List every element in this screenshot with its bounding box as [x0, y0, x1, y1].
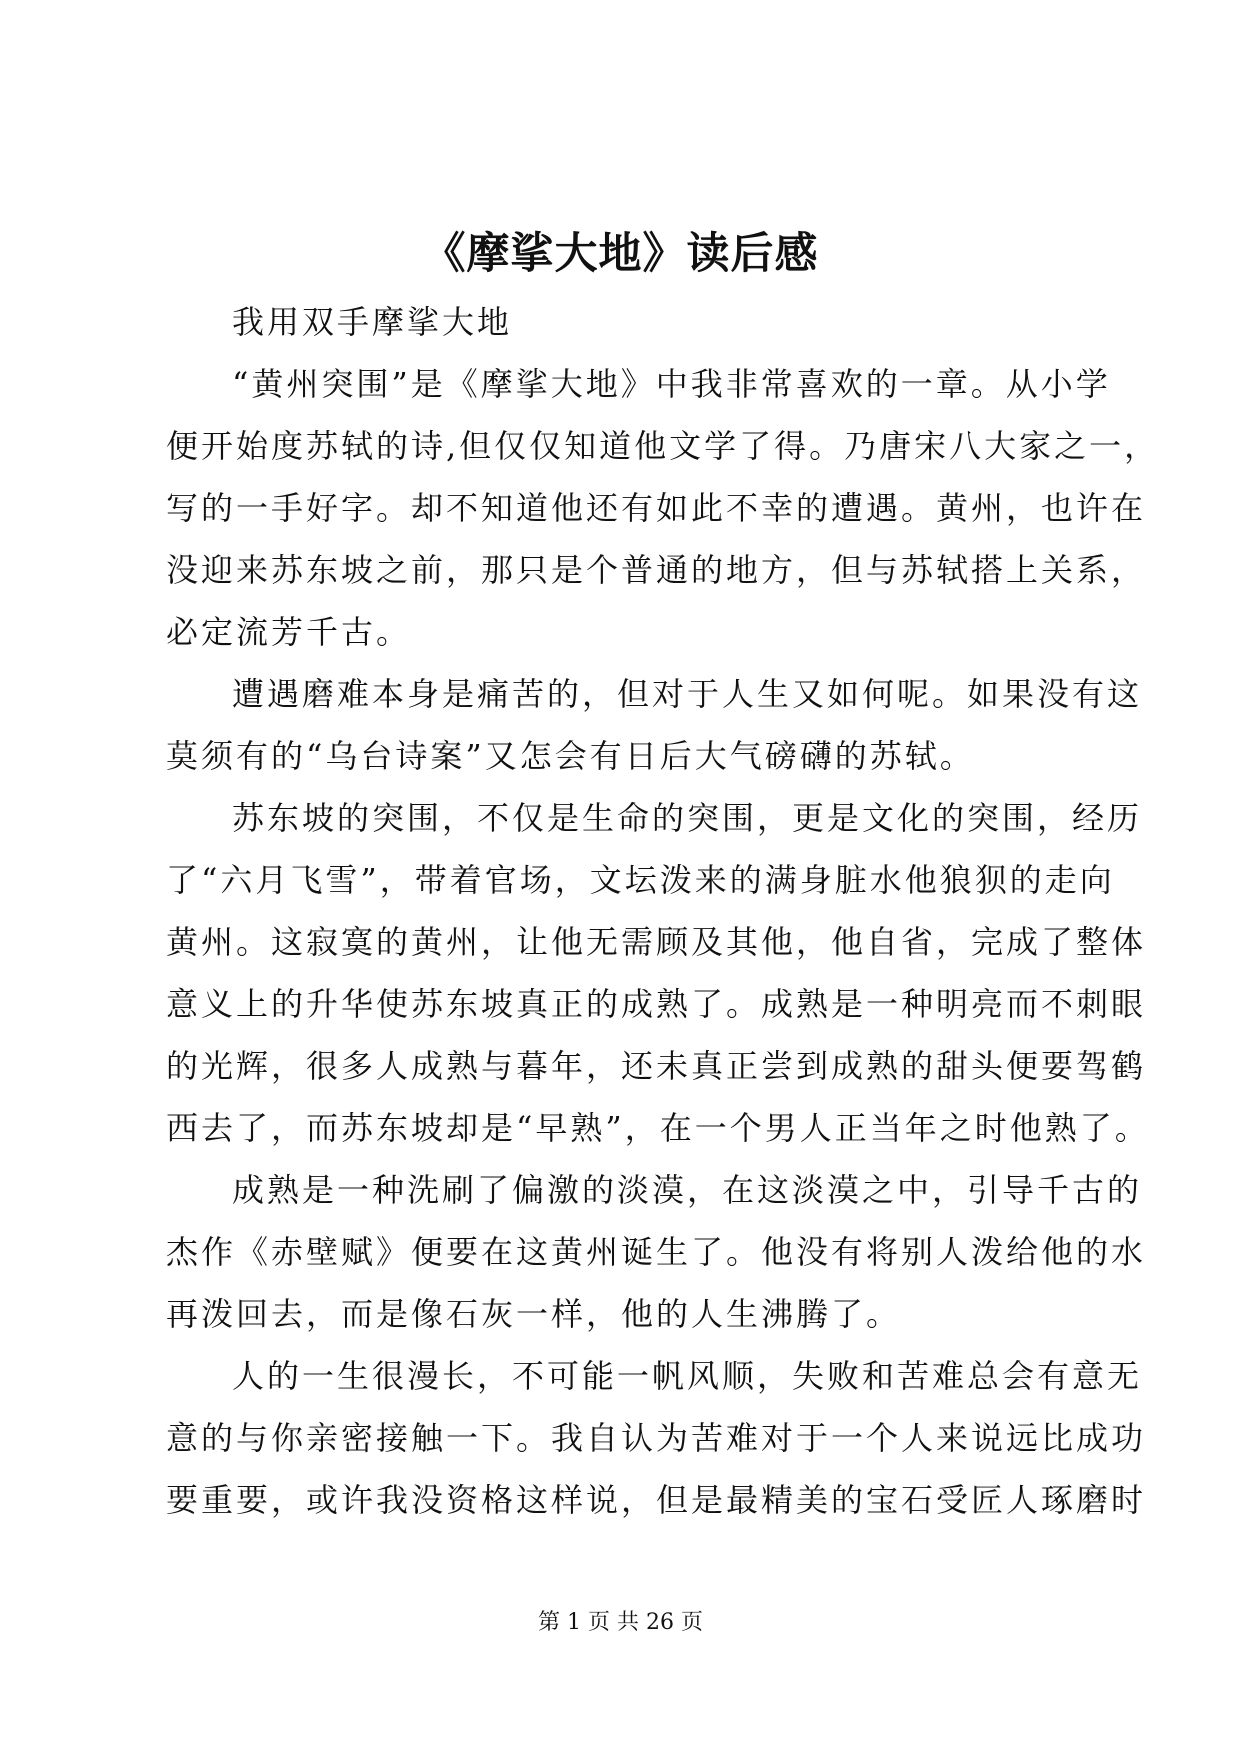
paragraph-line: 苏东坡的突围，不仅是生命的突围，更是文化的突围，经历 — [232, 799, 1143, 837]
document-title: 《摩挲大地》读后感 — [422, 229, 819, 279]
paragraph-line: 人的一生很漫长，不可能一帆风顺，失败和苦难总会有意无 — [232, 1357, 1143, 1395]
paragraph-line: 意的与你亲密接触一下。我自认为苦难对于一个人来说远比成功 — [166, 1419, 1147, 1457]
page-number: 第 1 页 共 26 页 — [538, 1610, 703, 1635]
paragraph-line: 意义上的升华使苏东坡真正的成熟了。成熟是一种明亮而不刺眼 — [166, 985, 1147, 1023]
paragraph-line: 再泼回去，而是像石灰一样，他的人生沸腾了。 — [166, 1295, 902, 1333]
page-footer — [0, 1608, 1241, 1638]
document-body — [166, 291, 1160, 1531]
paragraph-line: 杰作《赤壁赋》便要在这黄州诞生了。他没有将别人泼给他的水 — [166, 1233, 1147, 1271]
paragraph-line: 要重要，或许我没资格这样说，但是最精美的宝石受匠人琢磨时 — [166, 1481, 1147, 1519]
paragraph-line: 的光辉，很多人成熟与暮年，还未真正尝到成熟的甜头便要驾鹤 — [166, 1047, 1147, 1085]
paragraph-line: 我用双手摩挲大地 — [232, 303, 513, 341]
paragraph-line: 成熟是一种洗刷了偏激的淡漠，在这淡漠之中，引导千古的 — [232, 1171, 1143, 1209]
paragraph-line: 遭遇磨难本身是痛苦的，但对于人生又如何呢。如果没有这 — [232, 675, 1143, 713]
paragraph-line: 黄州。这寂寞的黄州，让他无需顾及其他，他自省，完成了整体 — [166, 923, 1147, 961]
paragraph-line: 莫须有的“乌台诗案”又怎会有日后大气磅礴的苏轼。 — [166, 737, 975, 775]
paragraph-line: 没迎来苏东坡之前，那只是个普通的地方，但与苏轼搭上关系， — [166, 551, 1147, 589]
paragraph-line: 了“六月飞雪”，带着官场，文坛泼来的满身脏水他狼狈的走向 — [166, 861, 1115, 899]
paragraph-line: 写的一手好字。却不知道他还有如此不幸的遭遇。黄州，也许在 — [166, 489, 1147, 527]
paragraph-line: 必定流芳千古。 — [166, 613, 412, 651]
paragraph-line: 便开始度苏轼的诗,但仅仅知道他文学了得。乃唐宋八大家之一， — [166, 427, 1160, 465]
paragraph-line: 西去了，而苏东坡却是“早熟”，在一个男人正当年之时他熟了。 — [166, 1109, 1150, 1147]
paragraph-line: “黄州突围”是《摩挲大地》中我非常喜欢的一章。从小学 — [232, 365, 1111, 403]
